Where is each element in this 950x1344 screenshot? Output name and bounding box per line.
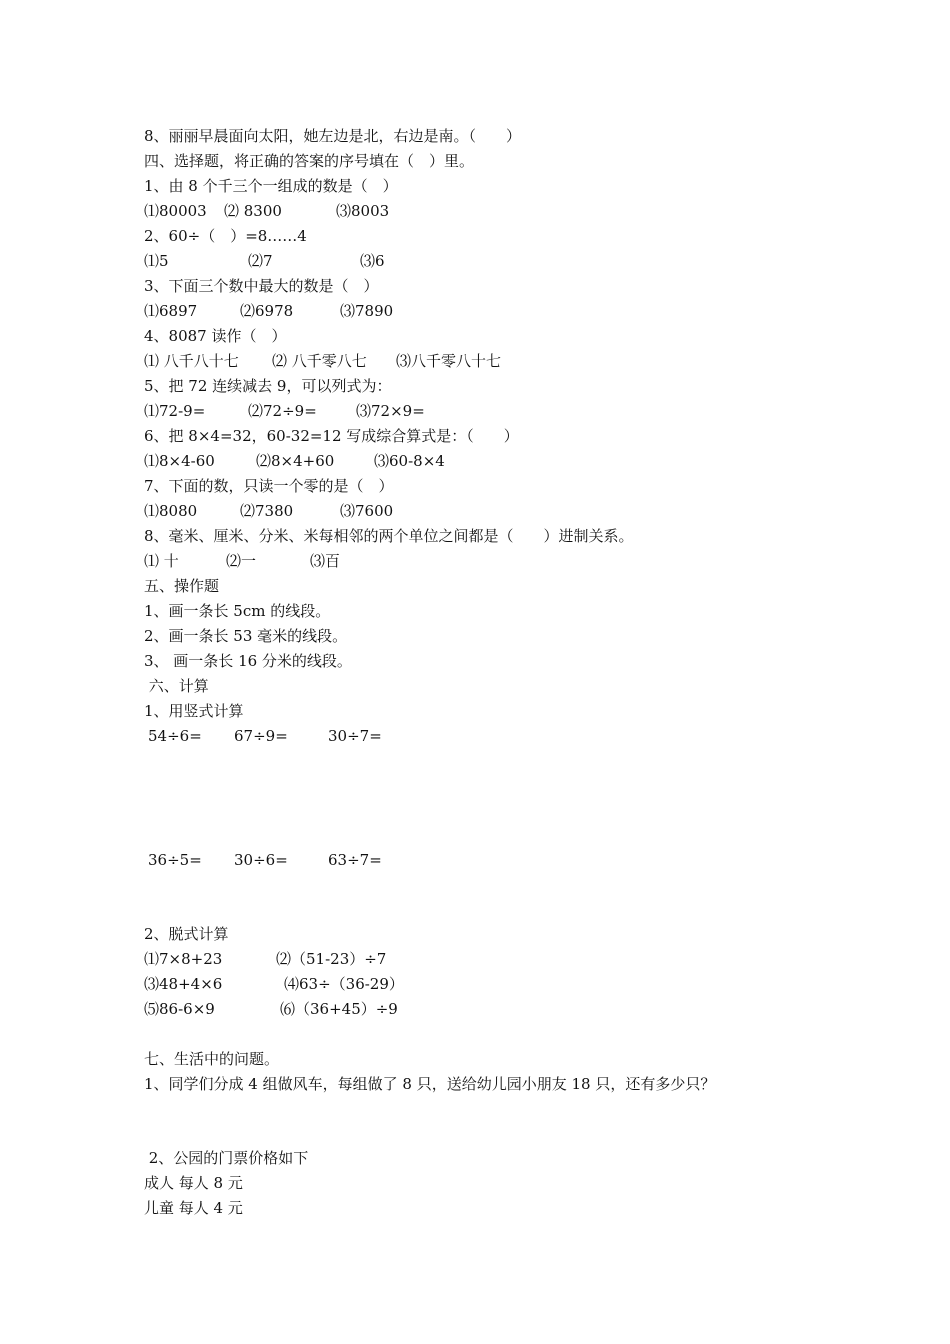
option: ⑴8080 [144,502,198,520]
option: ⑵7380 [240,502,294,520]
calc-item: ⑷63÷（36-29） [284,975,404,993]
choice-question-7: 7、下面的数，只读一个零的是（ ） [144,477,394,495]
word-problem-2: 2、公园的门票价格如下 [144,1149,309,1167]
calc-item: ⑶48+4×6 [144,975,223,993]
calc-item: 30÷7= [328,727,382,745]
vertical-calc-heading: 1、用竖式计算 [144,702,244,720]
choice-question-1: 1、由 8 个千三个一组成的数是（ ） [144,177,398,195]
calc-item: ⑵（51-23）÷7 [276,950,387,968]
option: ⑴8×4-60 [144,452,215,470]
calc-item: 63÷7= [328,851,382,869]
choice-question-3: 3、下面三个数中最大的数是（ ） [144,277,379,295]
section-6-heading: 六、计算 [144,677,209,695]
option: ⑶7890 [340,302,394,320]
calc-item: 67÷9= [234,727,288,745]
section-4-heading: 四、选择题，将正确的答案的序号填在（ ）里。 [144,152,475,170]
drawing-task-2: 2、画一条长 53 毫米的线段。 [144,627,348,645]
calc-item: 54÷6= [148,727,202,745]
option: ⑵7 [248,252,273,270]
option: ⑶八千零八十七 [396,352,502,370]
step-calc-heading: 2、脱式计算 [144,925,229,943]
option: ⑶8003 [336,202,390,220]
option: ⑵6978 [240,302,294,320]
ticket-price-adult: 成人 每人 8 元 [144,1174,243,1192]
option: ⑴ 八千八十七 [144,352,239,370]
choice-question-4: 4、8087 读作（ ） [144,327,287,345]
option: ⑵8×4+60 [256,452,335,470]
option: ⑵72÷9= [248,402,317,420]
option: ⑶72×9= [356,402,425,420]
drawing-task-1: 1、画一条长 5cm 的线段。 [144,602,331,620]
option: ⑵ 八千零八七 [272,352,367,370]
ticket-price-child: 儿童 每人 4 元 [144,1199,243,1217]
calc-item: 30÷6= [234,851,288,869]
choice-question-5: 5、把 72 连续减去 9，可以列式为： [144,377,392,395]
option: ⑴72-9= [144,402,206,420]
option: ⑶6 [360,252,385,270]
choice-question-6: 6、把 8×4=32，60-32=12 写成综合算式是：（ ） [144,427,519,445]
calc-item: ⑸86-6×9 [144,1000,215,1018]
word-problem-1: 1、同学们分成 4 组做风车，每组做了 8 只，送给幼儿园小朋友 18 只，还有多少只？ [144,1075,716,1093]
choice-question-8: 8、毫米、厘米、分米、米每相邻的两个单位之间都是（ ）进制关系。 [144,527,634,545]
option: ⑵一 [226,552,257,570]
section-7-heading: 七、生活中的问题。 [144,1050,280,1068]
option: ⑴80003 [144,202,207,220]
calc-item: ⑹（36+45）÷9 [280,1000,398,1018]
option: ⑶60-8×4 [374,452,445,470]
option: ⑴6897 [144,302,198,320]
choice-question-2: 2、60÷（ ）=8……4 [144,227,307,245]
drawing-task-3: 3、 画一条长 16 分米的线段。 [144,652,352,670]
calc-item: 36÷5= [148,851,202,869]
option: ⑶百 [310,552,341,570]
calc-item: ⑴7×8+23 [144,950,223,968]
option: ⑴ 十 [144,552,179,570]
option: ⑶7600 [340,502,394,520]
option: ⑴5 [144,252,169,270]
judge-question-8: 8、丽丽早晨面向太阳，她左边是北，右边是南。（ ） [144,127,522,145]
option: ⑵ 8300 [224,202,282,220]
section-5-heading: 五、操作题 [144,577,220,595]
